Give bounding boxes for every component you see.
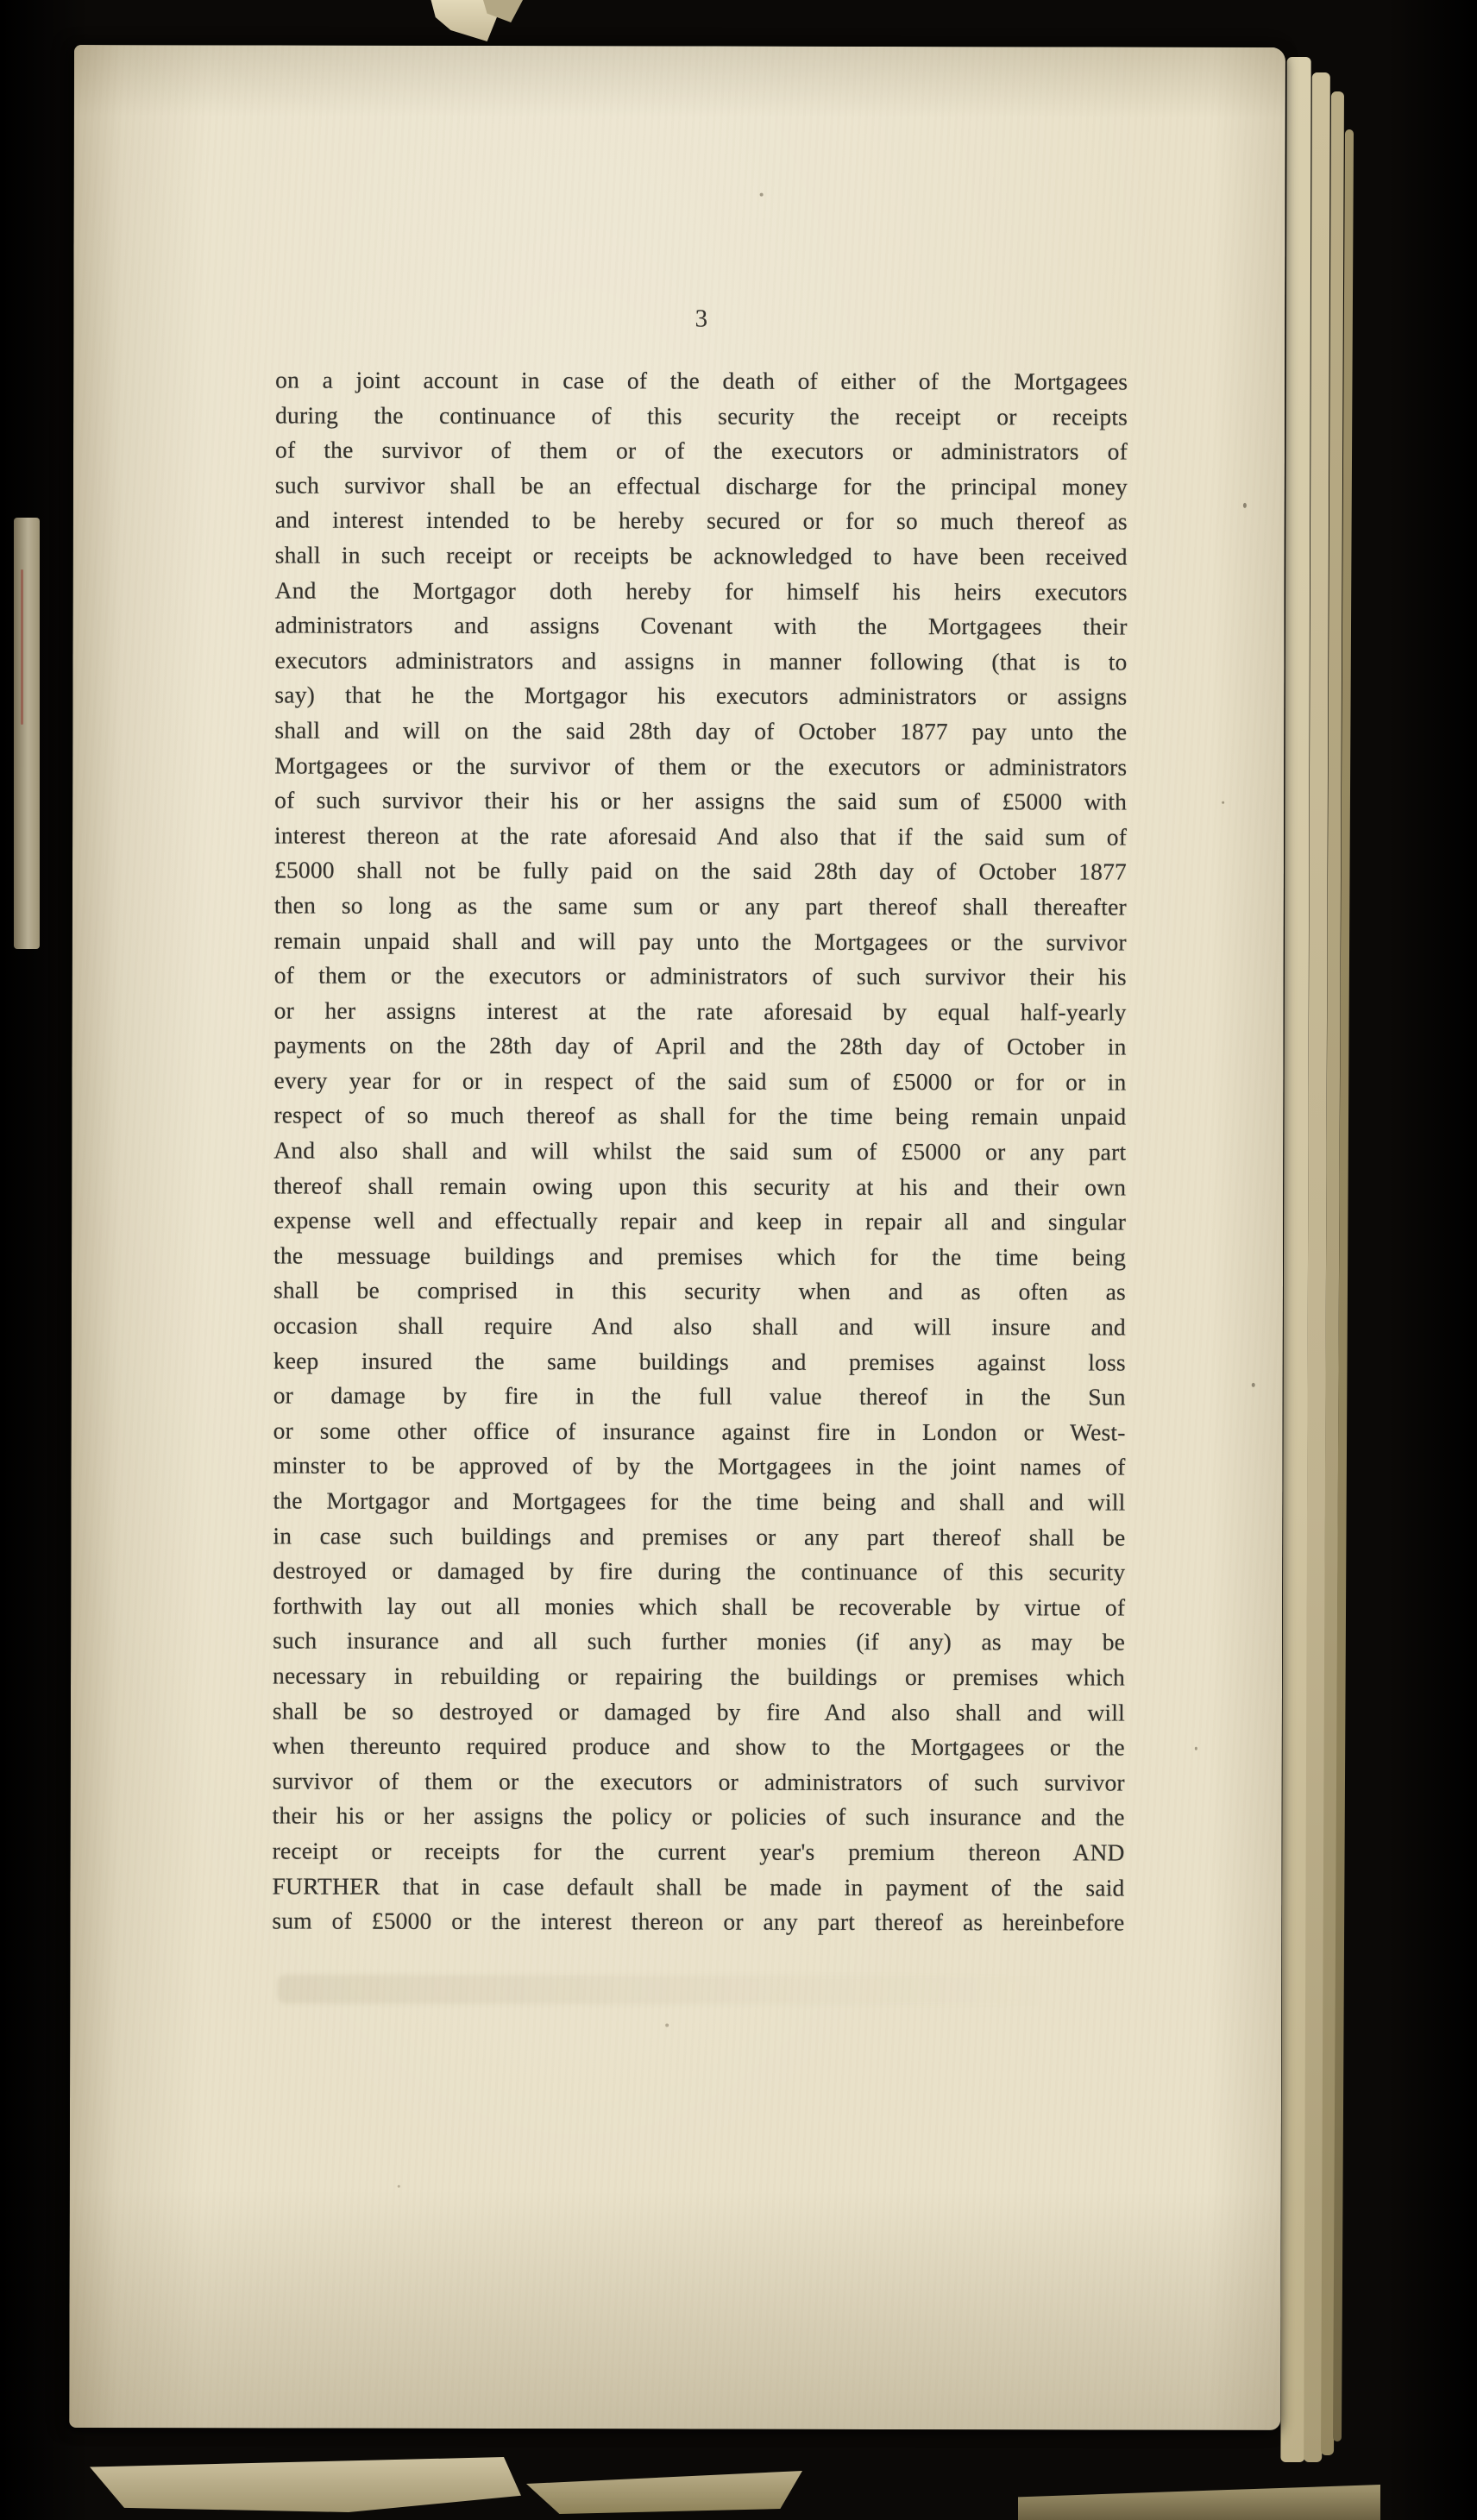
document-text-line: such insurance and all such further monies (if any) as may be <box>273 1626 1126 1656</box>
document-text-line: respect of so much thereof as shall for the time being remain unpaid <box>273 1101 1127 1131</box>
document-text-block <box>272 362 1128 1940</box>
document-text-line: Mortgagees or the survivor of them or the executors or administrators <box>274 751 1128 781</box>
document-text-line: occasion shall require And also shall and will insure and <box>273 1311 1126 1341</box>
document-text-line: their his or her assigns the policy or policies of such insurance and the <box>272 1801 1125 1831</box>
document-text-line: during the continuance of this security the receipt or receipts <box>275 401 1128 430</box>
document-text-line: shall in such receipt or receipts be acknowledged to have been received <box>274 541 1128 570</box>
document-text-line: payments on the 28th day of April and the 28th day of October in <box>273 1031 1127 1060</box>
torn-paper-fragment-bottom <box>526 2471 802 2514</box>
document-text-line: every year for or in respect of the said sum of £5000 or for or in <box>273 1066 1127 1096</box>
document-text-line: say) that he the Mortgagor his executors administrators or assigns <box>274 681 1128 710</box>
document-text-line: and interest intended to be hereby secured or for so much thereof as <box>274 506 1128 535</box>
torn-paper-fragment-bottom <box>1018 2485 1380 2520</box>
document-text-line: or damage by fire in the full value thereof in the Sun <box>273 1381 1126 1411</box>
document-text-line: when thereunto required produce and show to the Mortgagees or the <box>272 1731 1125 1761</box>
document-text-line: on a joint account in case of the death of either of the Mortgagees <box>275 366 1128 395</box>
torn-paper-fragment-bottom <box>90 2457 521 2512</box>
document-text-line: the messuage buildings and premises which for the time being <box>273 1241 1127 1271</box>
document-text-line: thereof shall remain owing upon this security at his and their own <box>273 1172 1127 1201</box>
underlying-page-edge <box>14 518 40 949</box>
document-text-line: shall and will on the said 28th day of October 1877 pay unto the <box>274 716 1128 745</box>
document-text-line: administrators and assigns Covenant with the Mortgagees their <box>274 611 1128 640</box>
document-text-line: or her assigns interest at the rate aforesaid by equal half-yearly <box>273 996 1127 1026</box>
document-text-line: interest thereon at the rate aforesaid And also that if the said sum of <box>274 821 1128 851</box>
document-text-line: then so long as the same sum or any part thereof shall thereafter <box>273 891 1127 921</box>
paper-speck <box>760 193 764 197</box>
document-text-line: necessary in rebuilding or repairing the buildings or premises which <box>273 1662 1126 1691</box>
document-text-line: of them or the executors or administrators of such survivor their his <box>273 961 1127 990</box>
paper-speck <box>1222 801 1224 804</box>
document-text-line: executors administrators and assigns in manner following (that is to <box>274 646 1128 676</box>
document-text-line: minster to be approved of by the Mortgagees in the joint names of <box>273 1451 1126 1480</box>
document-text-line: shall be comprised in this security when and as often as <box>273 1276 1127 1305</box>
paper-speck <box>1243 503 1247 508</box>
document-text-line: receipt or receipts for the current year's premium thereon AND <box>272 1837 1125 1866</box>
page-number: 3 <box>695 305 709 333</box>
document-text-line: £5000 shall not be fully paid on the said 28th day of October 1877 <box>273 856 1128 885</box>
document-text-line: And also shall and will whilst the said sum of £5000 or any part <box>273 1136 1127 1166</box>
document-text-line: survivor of them or the executors or administrators of such survivor <box>272 1767 1125 1796</box>
document-text-line: expense well and effectually repair and keep in repair all and singular <box>273 1206 1127 1235</box>
document-text-line: forthwith lay out all monies which shall be recoverable by virtue of <box>273 1592 1126 1621</box>
document-page <box>69 45 1285 2430</box>
ink-bleedthrough-smudge <box>277 1974 1053 2005</box>
document-text-line: or some other office of insurance against fire in London or West- <box>273 1417 1126 1446</box>
document-text-line: sum of £5000 or the interest thereon or any part thereof as hereinbefore <box>272 1907 1125 1936</box>
paper-speck <box>1195 1747 1197 1750</box>
document-text-line: FURTHER that in case default shall be made in payment of the said <box>272 1872 1125 1901</box>
document-text-line: of the survivor of them or of the executors or administrators of <box>274 436 1128 465</box>
document-text-line: remain unpaid shall and will pay unto the Mortgagees or the survivor <box>273 926 1127 956</box>
paper-speck <box>1252 1383 1255 1387</box>
document-text-line: of such survivor their his or her assigns the said sum of £5000 with <box>274 786 1128 815</box>
paper-speck <box>398 2185 400 2188</box>
document-text-line: shall be so destroyed or damaged by fire And also shall and will <box>272 1697 1125 1726</box>
document-text-line: in case such buildings and premises or any part thereof shall be <box>273 1522 1126 1551</box>
document-text-line: the Mortgagor and Mortgagees for the time being and shall and will <box>273 1486 1126 1516</box>
margin-red-mark <box>21 569 23 725</box>
document-text-line: And the Mortgagor doth hereby for himself his heirs executors <box>274 576 1128 606</box>
document-text-line: destroyed or damaged by fire during the continuance of this security <box>273 1556 1126 1586</box>
document-text-line: such survivor shall be an effectual discharge for the principal money <box>274 471 1128 500</box>
paper-speck <box>665 2023 669 2027</box>
document-text-line: keep insured the same buildings and premises against loss <box>273 1347 1126 1376</box>
